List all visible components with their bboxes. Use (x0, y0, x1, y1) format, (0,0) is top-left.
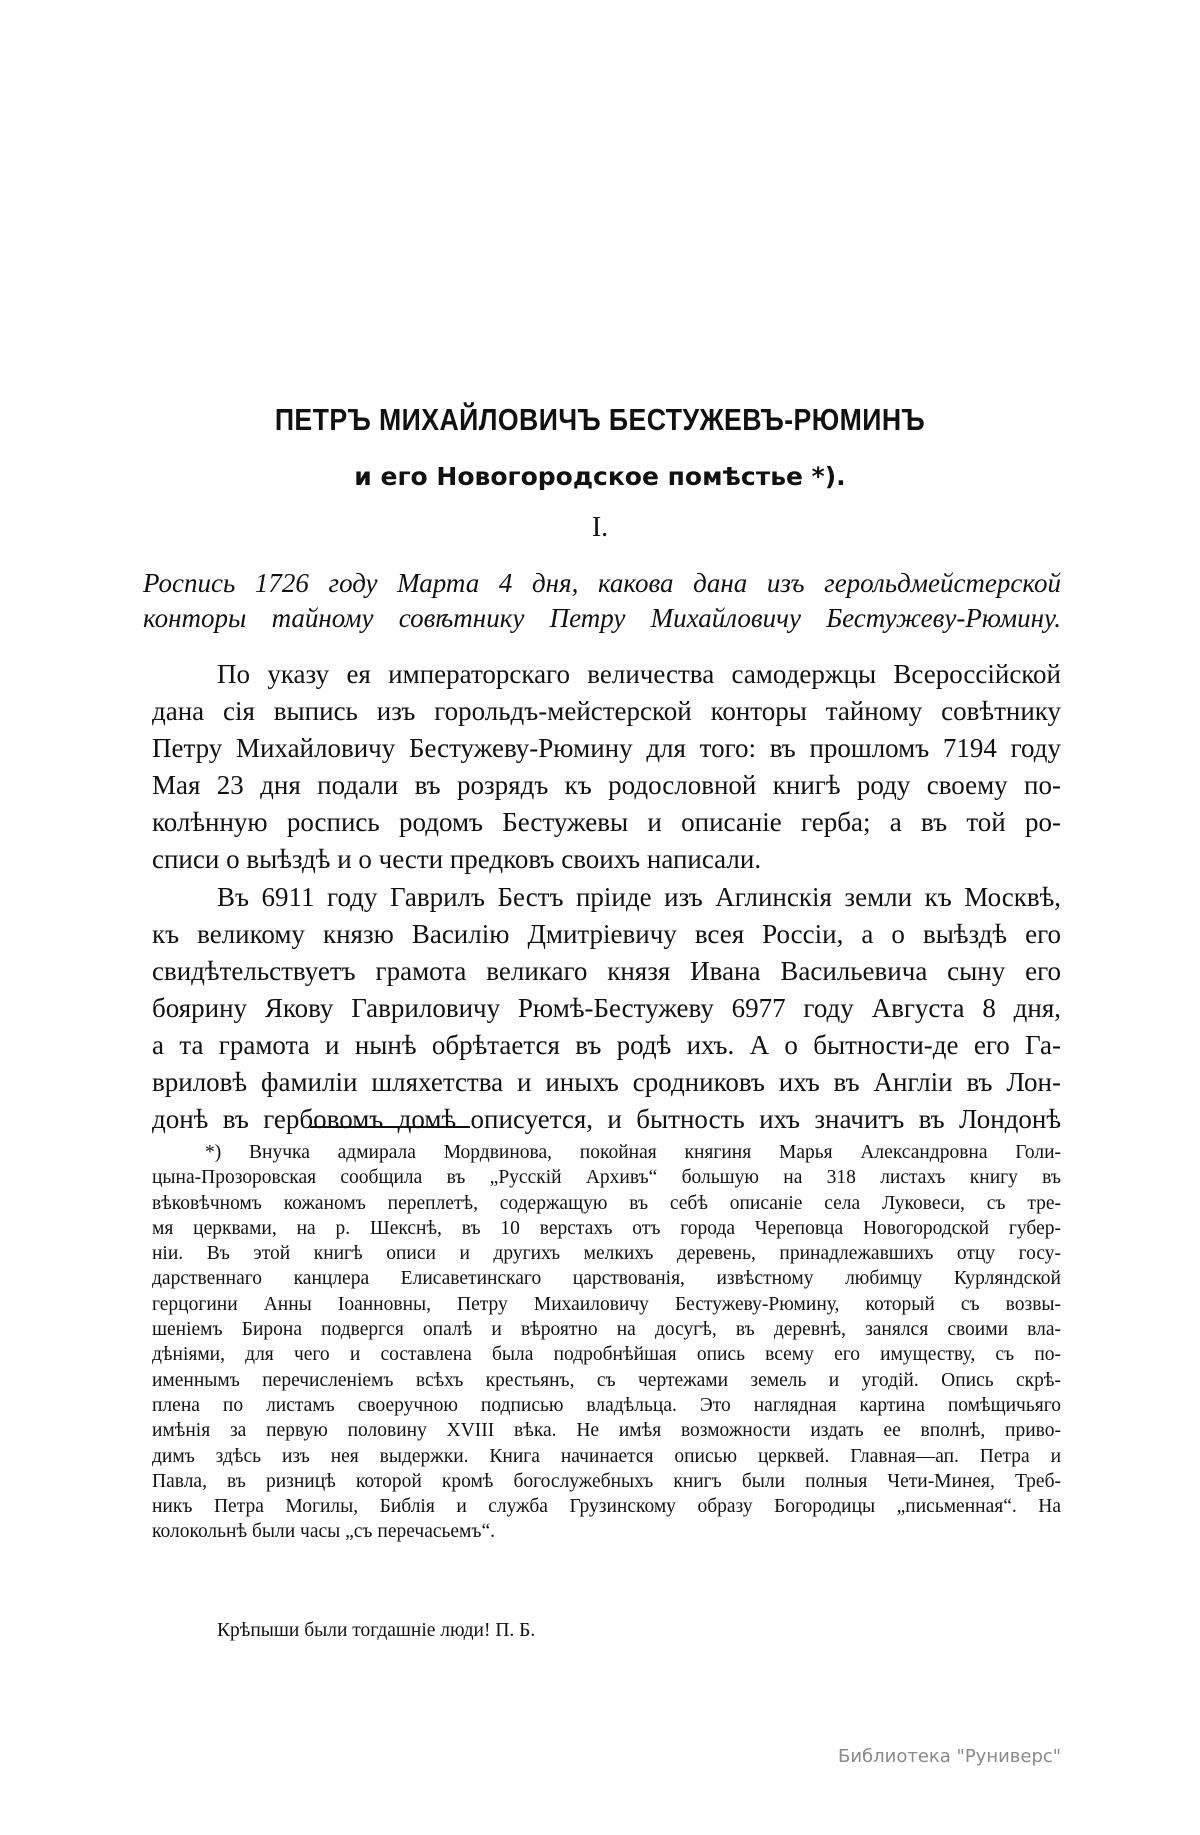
text-line: имѣнія за первую половину XVIII вѣка. Не имѣя возможности издать ее вполнѣ, приво- (152, 1420, 1061, 1442)
text-line: къ великому князю Василію Дмитріевичу всея Россіи, а о выѣздѣ его (152, 918, 1061, 949)
article-title: ПЕТРЪ МИХАЙЛОВИЧЪ БЕСТУЖЕВЪ-РЮМИНЪ (274, 402, 926, 437)
text-line: Павла, въ ризницѣ которой кромѣ богослужебныхъ книгъ были полныя Чети-Минея, Треб- (152, 1470, 1061, 1492)
text-line: шеніемъ Бирона подвергся опалѣ и вѣроятно на досугѣ, въ деревнѣ, занялся своими вла- (152, 1319, 1061, 1341)
footnote (152, 1140, 1061, 1545)
text-line: Въ 6911 году Гаврилъ Бестъ пріиде изъ Аглинскія земли къ Москвѣ, (217, 881, 1061, 912)
text-line: а та грамота и нынѣ обрѣтается въ родѣ ихъ. А о бытности-де его Га- (152, 1029, 1061, 1060)
text-line: герцогини Анны Іоанновны, Петру Михаиловичу Бестужеву-Рюмину, который съ возвы- (152, 1293, 1061, 1315)
document-heading (143, 566, 1061, 636)
text-line: свидѣтельствуетъ грамота великаго князя Ивана Васильевича сыну его (152, 955, 1061, 986)
text-line: Мая 23 дня подали въ розрядъ къ родословной книгѣ роду своему по- (152, 770, 1061, 801)
text-line: вѣковѣчномъ кожаномъ переплетѣ, содержащую въ себѣ описаніе села Луковеси, съ тре- (152, 1192, 1061, 1214)
text-line: дана сія выпись изъ горольдъ-мейстерской конторы тайному совѣтнику (152, 696, 1061, 727)
text-line: *) Внучка адмирала Мордвинова, покойная княгиня Марья Александровна Голи- (205, 1142, 1061, 1163)
library-watermark: Библиотека "Руниверс" (838, 1746, 1062, 1767)
body-text (152, 656, 1061, 1138)
text-line: никъ Петра Могилы, Библія и служба Грузинскому образу Богородицы „письменная“. На (152, 1496, 1061, 1518)
text-line: дарственнаго канцлера Елисаветинскаго царствованія, извѣстному любимцу Курляндской (152, 1268, 1061, 1290)
text-line: донѣ въ гербовомъ домѣ описуется, и бытность ихъ значитъ въ Лондонѣ (152, 1104, 1061, 1135)
text-line: именнымъ перечисленіемъ всѣхъ крестьянъ, съ чертежами земель и угодій. Опись скрѣ- (152, 1369, 1061, 1391)
text-line: конторы тайному совѣтнику Петру Михайловичу Бестужеву-Рюмину. (143, 603, 1061, 633)
text-line: дѣніями, для чего и составлена была подробнѣйшая опись всему его имуществу, съ по- (152, 1344, 1061, 1366)
text-line: вриловѣ фамиліи шляхетства и иныхъ сродниковъ ихъ въ Англіи въ Лон- (152, 1067, 1061, 1098)
text-line: мя церквами, на р. Шекснѣ, въ 10 верстахъ отъ города Череповца Новогородской губер- (152, 1217, 1061, 1239)
text-line: списи о выѣздѣ и о чести предковъ своихъ написали. (152, 844, 762, 875)
section-number: I. (591, 512, 609, 543)
text-line: Роспись 1726 году Марта 4 дня, какова дана изъ герольдмейстерской (143, 568, 1061, 598)
text-line: ніи. Въ этой книгѣ описи и другихъ мелкихъ деревень, принадлежавшихъ отцу госу- (152, 1243, 1061, 1265)
text-line: боярину Якову Гавриловичу Рюмѣ-Бестужеву 6977 году Августа 8 дня, (152, 992, 1061, 1023)
text-line: цына-Прозоровская сообщила въ „Русскій Архивъ“ большую на 318 листахъ книгу въ (152, 1167, 1061, 1189)
text-line: По указу ея императорскаго величества самодержцы Всероссійской (217, 659, 1061, 689)
footnote-signoff: Крѣпыши были тогдашніе люди! П. Б. (217, 1620, 536, 1641)
text-line: колѣнную роспись родомъ Бестужевы и описаніе герба; а въ той ро- (152, 807, 1061, 838)
text-line: колокольнѣ были часы „съ перечасьемъ“. (152, 1521, 496, 1543)
text-line: димъ здѣсь изъ нея выдержки. Книга начинается описью церквей. Главная—ап. Петра и (152, 1445, 1061, 1467)
text-line: Петру Михайловичу Бестужеву-Рюмину для того: въ прошломъ 7194 году (152, 733, 1061, 764)
text-line: плена по листамъ своеручною подписью владѣльца. Это наглядная картина помѣщичьяго (152, 1394, 1061, 1416)
footnote-divider (310, 1126, 470, 1128)
article-subtitle: и его Новогородское помѣстье *). (354, 462, 846, 491)
